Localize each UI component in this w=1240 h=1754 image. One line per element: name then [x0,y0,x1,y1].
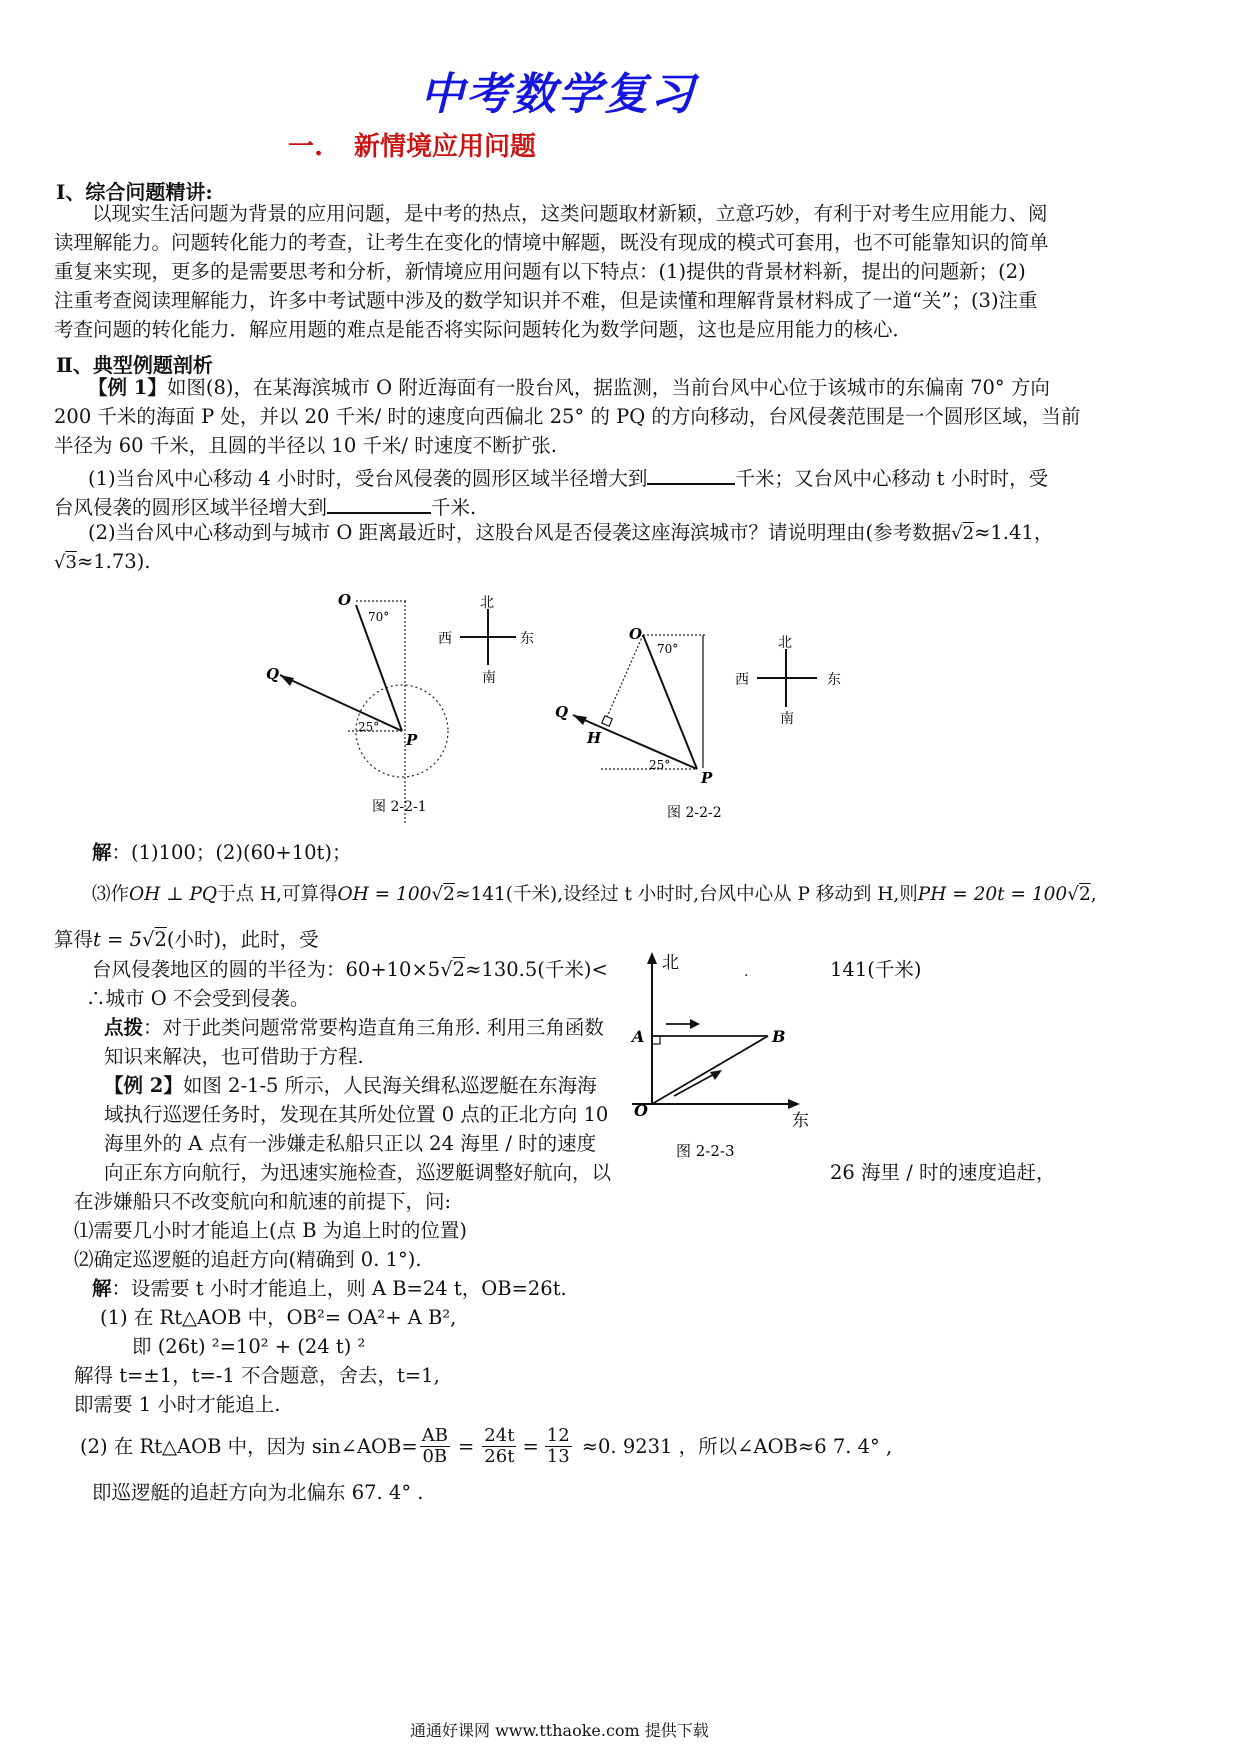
solution1-line4: 台风侵袭地区的圆的半径为：60+10×5√2≈130.5(千米)< [92,958,608,981]
label-O: O [629,625,643,643]
solution2-text: ：设需要 t 小时才能追上，则 A B=24 t，OB=26t. [111,1277,567,1300]
fraction-denominator: 26t [484,1445,515,1467]
q1-text-c: 台风侵袭的圆形区域半径增大到 [54,496,328,519]
sol-text: 台风侵袭地区的圆的半径为：60+10×5 [92,958,441,981]
label-P: P [406,731,418,749]
fraction-numerator: AB [421,1425,448,1446]
example1-q1-cont [54,494,476,518]
label-Q: Q [266,665,280,683]
solution1-line3: 算得t = 5√2(小时)，此时，受 [54,928,319,951]
example1-q2: (2)当台风中心移动到与城市 O 距离最近时，这股台风是否侵袭这座海滨城市？请说明理由(参考数据√2≈1.41， [88,521,1054,544]
example2-line4-end: 26 海里 / 时的速度追赶， [830,1161,1056,1184]
example2-line2: 域执行巡逻任务时，发现在其所处位置 0 点的正北方向 10 [104,1103,609,1126]
fraction-numerator: 12 [546,1425,570,1446]
compass-south: 南 [482,670,496,686]
q2-text-c: ≈1.73). [76,550,151,573]
example1-q1 [88,465,1048,489]
solution2-line7: 即巡逻艇的追赶方向为北偏东 67. 4° . [92,1481,424,1504]
sol-math: t = 5 [93,928,142,951]
example1-text [88,378,1050,398]
example1-label: 【例 1】 [88,376,167,399]
sol-math: OH ⊥ PQ [129,884,218,905]
q2-text-b: ≈1.41， [974,521,1054,544]
label-O: O [338,591,352,609]
section-number: 一. [288,132,324,162]
solution2-line4: 解得 t=±1，t=-1 不合题意，舍去，t=1, [74,1364,440,1387]
figure-2-2-2 [545,605,865,830]
sol-text: 于点 H,可算得 [217,884,338,905]
compass-north: 北 [778,635,792,651]
q1-text-b: 千米；又台风中心移动 t 小时时，受 [735,467,1049,490]
paragraph-line: 注重考查阅读理解能力，许多中考试题中涉及的数学知识并不难，但是读懂和理解背景材料成了一道“关”；(3)注重 [54,289,1038,312]
sol-math: OH = 100 [337,884,432,905]
sol-text: (小时)，此时，受 [166,928,319,951]
solution1-line1 [92,843,352,863]
fraction [545,1426,572,1467]
paragraph-line: 重复来实现，更多的是需要思考和分析，新情境应用问题有以下特点：(1)提供的背景材料新，提出的问题新；(2) [54,260,1026,283]
solution1-line4-end: 141(千米) [830,958,922,981]
label-25: 25° [649,758,671,772]
example2-line5: 在涉嫌船只不改变航向和航速的前提下，问: [74,1190,452,1213]
paragraph-line: 读理解能力。问题转化能力的考查，让考生在变化的情境中解题，既没有现成的模式可套用，也不可能靠知识的简单 [54,231,1049,254]
example2-q2: ⑵确定巡逻艇的追赶方向(精确到 0. 1°). [74,1248,422,1271]
sol-text: ⑶作 [92,884,130,905]
section-title: 新情境应用问题 [354,132,537,162]
axis-north: 北 [662,953,679,973]
solution-label: 解 [92,841,112,864]
fraction-denominator: 13 [546,1445,570,1467]
page-title: 中考数学复习 [420,69,696,120]
stray-dot: · [744,968,749,984]
label-B: B [772,1027,786,1046]
figure-caption: 图 2-2-3 [676,1142,735,1160]
tip-label: 点拨 [104,1016,144,1039]
q1-text: (1)当台风中心移动 4 小时时，受台风侵袭的圆形区域半径增大到 [88,467,648,490]
solution1-line5: ∴城市 O 不会受到侵袭。 [86,987,310,1010]
sol-text: ≈0. 9231 ，所以∠AOB≈6 7. 4° , [581,1434,893,1458]
answer-blank [647,465,735,485]
example2-label: 【例 2】 [104,1074,183,1097]
compass-south: 南 [780,711,794,727]
example1-q2-cont: √3≈1.73). [54,550,151,573]
compass-west: 西 [735,672,749,688]
figure-caption: 图 2-2-1 [372,799,427,815]
compass-east: 东 [520,631,534,647]
compass-west: 西 [438,631,452,647]
compass-north: 北 [480,595,494,611]
solution2-line2: (1) 在 Rt△AOB 中，OB²= OA²+ A B², [100,1306,457,1329]
heading-examples: Ⅱ、典型例题剖析 [56,353,213,377]
axis-east: 东 [792,1111,809,1131]
sol-text: (2) 在 Rt△AOB 中，因为 sin∠AOB= [80,1434,418,1458]
sol-text: ≈141(千米),设经过 t 小时时,台风中心从 P 移动到 H,则 [454,884,918,905]
answer-blank [327,494,431,514]
example2-text: 如图 2-1-5 所示，人民海关缉私巡逻艇在东海海 [182,1074,597,1097]
solution1-text: ：(1)100；(2)(60+10t)； [111,841,352,864]
example2-line1 [104,1076,597,1096]
example2-line4: 向正东方向航行，为迅速实施检查，巡逻艇调整好航向，以 [104,1161,612,1184]
tip-text: ：对于此类问题常常要构造直角三角形. 利用三角函数 [143,1016,604,1039]
figure-2-2-3 [620,948,820,1168]
label-A: A [632,1027,645,1046]
label-Q: Q [555,703,569,721]
solution-label: 解 [92,1277,112,1300]
paragraph-line: 以现实生活问题为背景的应用问题，是中考的热点，这类问题取材新颖，立意巧妙，有利于对考生应用能力、阅 [92,202,1048,225]
q1-text-d: 千米. [431,496,477,519]
q2-text: (2)当台风中心移动到与城市 O 距离最近时，这股台风是否侵袭这座海滨城市？请说明理由(参考数据 [88,521,952,544]
label-25: 25° [358,720,380,734]
compass-east: 东 [827,672,841,688]
figure-2-2-1 [250,585,550,825]
label-O: O [634,1101,648,1120]
solution2-line5: 即需要 1 小时才能追上. [74,1393,281,1416]
figure-caption: 图 2-2-2 [667,805,722,821]
solution2-line6: (2) 在 Rt△AOB 中，因为 sin∠AOB= $\frac{AB}{0B}$ = $\frac{24t}{26t}$ = $\frac{12}{13}$ ≈0. 9231 ，所以∠AOB≈6 7. 4° , [80,1425,893,1467]
sol-math: PH = 20t = 100 [917,884,1068,905]
fraction-denominator: 0B [422,1445,448,1467]
tip-line2: 知识来解决，也可借助于方程. [104,1045,364,1068]
heading-overview: Ⅰ、综合问题精讲: [56,180,213,204]
paragraph-line: 考查问题的转化能力．解应用题的难点是能否将实际问题转化为数学问题，这也是应用能力的核心． [54,318,913,341]
label-70: 70° [368,610,390,624]
sol-text: ≈130.5(千米)< [465,958,608,981]
example2-q1: ⑴需要几小时才能追上(点 B 为追上时的位置) [74,1219,467,1242]
solution2-line1 [92,1279,567,1299]
label-P: P [701,769,713,787]
footer: 通通好课网 www.tthaoke.com 提供下载 [410,1721,709,1740]
tip-line1 [104,1018,604,1038]
fraction [420,1426,450,1467]
fraction-numerator: 24t [484,1425,515,1446]
solution2-line3: 即 (26t) ²=10² + (24 t) ² [132,1335,366,1358]
fraction [482,1426,516,1467]
label-H: H [587,729,602,747]
example1-line2: 200 千米的海面 P 处，并以 20 千米/ 时的速度向西偏北 25° 的 PQ 的方向移动，台风侵袭范围是一个圆形区域，当前 [54,405,1081,428]
label-70: 70° [657,642,679,656]
example1-line3: 半径为 60 千米，且圆的半径以 10 千米/ 时速度不断扩张. [54,434,557,457]
example2-line3: 海里外的 A 点有一涉嫌走私船只正以 24 海里 / 时的速度 [104,1132,597,1155]
solution1-line2: ⑶作OH ⊥ PQ于点 H,可算得OH = 100√2≈141(千米),设经过 t 小时时,台风中心从 P 移动到 H,则PH = 20t = 100√2, [92,884,1097,905]
sol-text: 算得 [54,928,94,951]
example1-line1: 如图(8)，在某海滨城市 O 附近海面有一股台风，据监测，当前台风中心位于该城市的东偏南 70° 方向 [166,376,1050,399]
